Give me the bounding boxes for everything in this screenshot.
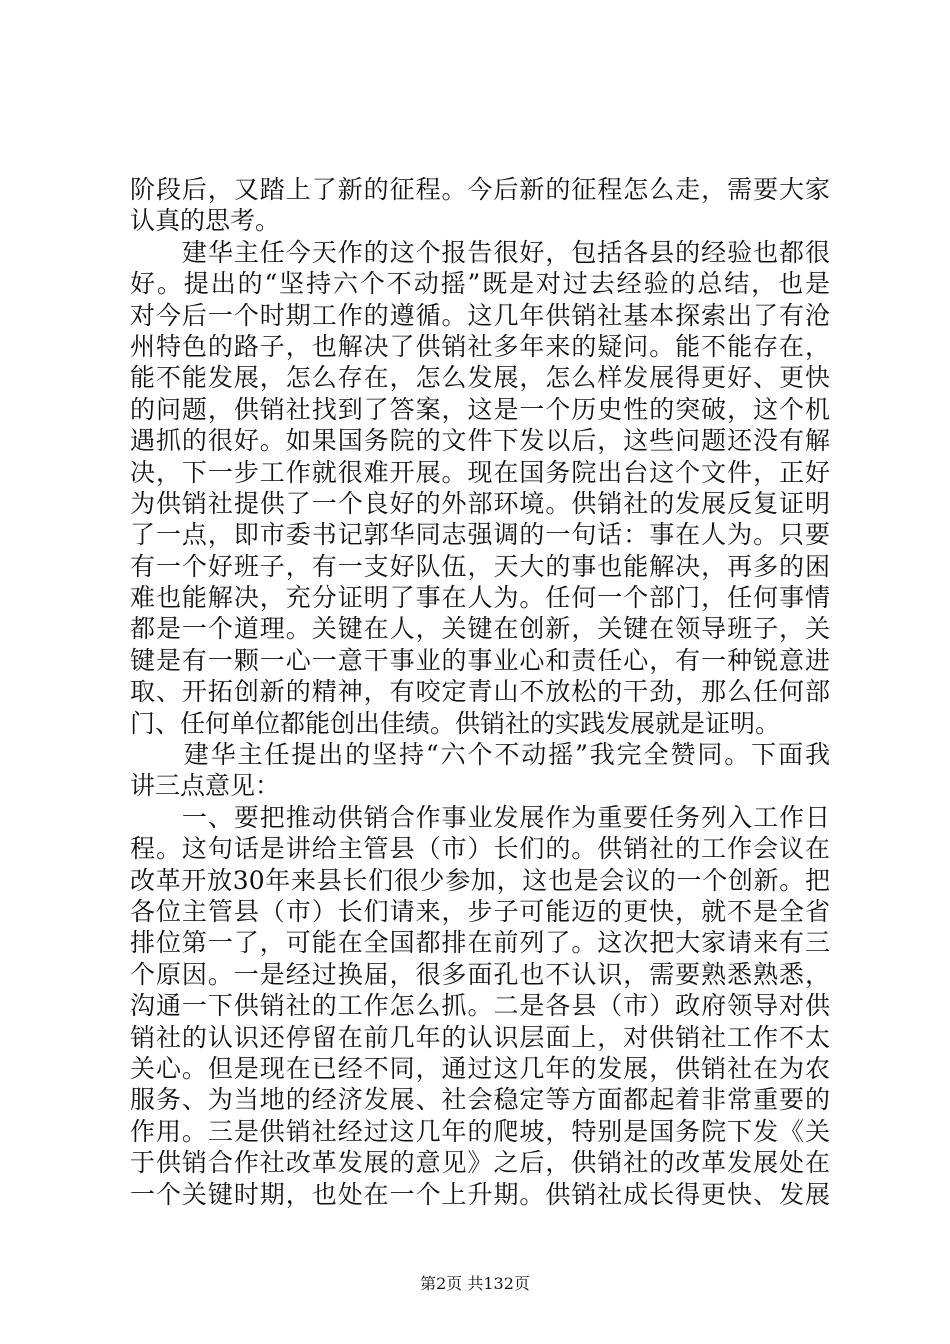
text-line: 有一个好班子，有一支好队伍，天大的事也能解决，再多的困 bbox=[130, 551, 830, 581]
document-body bbox=[130, 174, 830, 1210]
text-line: 对今后一个时期工作的遵循。这几年供销社基本探索出了有沧 bbox=[130, 300, 830, 330]
text-line: 讲三点意见： bbox=[130, 771, 281, 801]
text-line: 认真的思考。 bbox=[130, 206, 281, 236]
text-line: 好。提出的“坚持六个不动摇”既是对过去经验的总结，也是 bbox=[130, 269, 830, 299]
text-line: 的问题，供销社找到了答案，这是一个历史性的突破，这个机 bbox=[130, 394, 830, 424]
text-line: 一个关键时期，也处在一个上升期。供销社成长得更快、发展 bbox=[130, 1179, 830, 1209]
text-line: 于供销合作社改革发展的意见》之后，供销社的改革发展处在 bbox=[130, 1148, 830, 1178]
text-line: 键是有一颗一心一意干事业的事业心和责任心，有一种锐意进 bbox=[130, 645, 830, 675]
text-line: 排位第一了，可能在全国都排在前列了。这次把大家请来有三 bbox=[130, 928, 830, 958]
text-line: 服务、为当地的经济发展、社会稳定等方面都起着非常重要的 bbox=[130, 1085, 830, 1115]
text-line: 作用。三是供销社经过这几年的爬坡，特别是国务院下发《关 bbox=[130, 1116, 830, 1146]
text-line: 个原因。一是经过换届，很多面孔也不认识，需要熟悉熟悉， bbox=[130, 959, 830, 989]
text-line: 建华主任提出的坚持“六个不动摇”我完全赞同。下面我 bbox=[130, 740, 830, 770]
text-line: 能不能发展，怎么存在，怎么发展，怎么样发展得更好、更快 bbox=[130, 363, 830, 393]
text-line: 建华主任今天作的这个报告很好，包括各县的经验也都很 bbox=[130, 237, 830, 267]
text-line: 取、开拓创新的精神，有咬定青山不放松的干劲，那么任何部 bbox=[130, 677, 830, 707]
text-line: 销社的认识还停留在前几年的认识层面上，对供销社工作不太 bbox=[130, 1022, 830, 1052]
text-line: 沟通一下供销社的工作怎么抓。二是各县（市）政府领导对供 bbox=[130, 991, 830, 1021]
text-line: 关心。但是现在已经不同，通过这几年的发展，供销社在为农 bbox=[130, 1053, 830, 1083]
text-line: 改革开放30年来县长们很少参加，这也是会议的一个创新。把 bbox=[130, 865, 830, 895]
text-line: 州特色的路子，也解决了供销社多年来的疑问。能不能存在， bbox=[130, 331, 830, 361]
text-line: 程。这句话是讲给主管县（市）长们的。供销社的工作会议在 bbox=[130, 834, 830, 864]
text-line: 遇抓的很好。如果国务院的文件下发以后，这些问题还没有解 bbox=[130, 426, 830, 456]
text-line: 一、要把推动供销合作事业发展作为重要任务列入工作日 bbox=[130, 802, 830, 832]
text-line: 了一点，即市委书记郭华同志强调的一句话：事在人为。只要 bbox=[130, 520, 830, 550]
text-line: 都是一个道理。关键在人，关键在创新，关键在领导班子，关 bbox=[130, 614, 830, 644]
text-line: 难也能解决，充分证明了事在人为。任何一个部门，任何事情 bbox=[130, 583, 830, 613]
text-line: 为供销社提供了一个良好的外部环境。供销社的发展反复证明 bbox=[130, 488, 830, 518]
text-line: 决，下一步工作就很难开展。现在国务院出台这个文件，正好 bbox=[130, 457, 830, 487]
text-line: 阶段后，又踏上了新的征程。今后新的征程怎么走，需要大家 bbox=[130, 175, 830, 204]
text-line: 门、任何单位都能创出佳绩。供销社的实践发展就是证明。 bbox=[130, 708, 781, 738]
text-line: 各位主管县（市）长们请来，步子可能迈的更快，就不是全省 bbox=[130, 896, 830, 926]
page-number: 第2页 共132页 bbox=[420, 1274, 530, 1293]
